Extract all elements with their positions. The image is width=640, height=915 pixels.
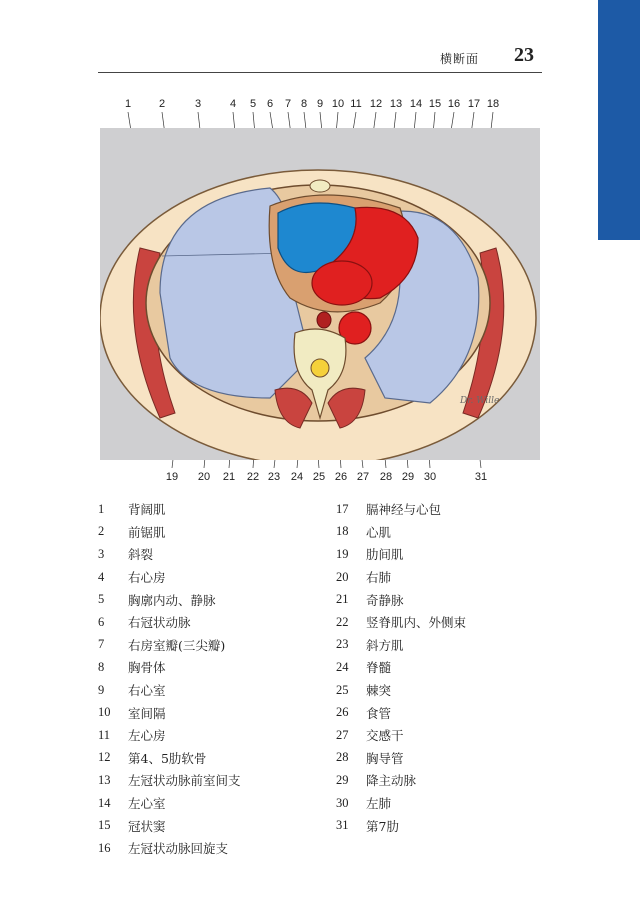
legend-number: 27 [336,727,349,742]
legend-number: 30 [336,795,349,810]
thorax-illustration [100,128,540,460]
legend-item [98,634,241,657]
legend-label: 胸廓内动、静脉 [128,592,216,608]
legend-label: 降主动脉 [366,773,417,789]
legend-label: 斜裂 [128,547,154,563]
bottom-label-21: 21 [222,471,236,483]
legend-label: 斜方肌 [366,637,404,653]
legend-label: 左肺 [366,796,392,812]
legend-item [336,701,466,724]
legend-item [336,634,466,657]
legend-number: 25 [336,682,349,697]
top-label-5: 5 [249,98,257,110]
legend-item [98,724,241,747]
spinal-cord [311,359,329,377]
legend-number: 1 [98,501,105,516]
top-label-10: 10 [331,98,345,110]
legend-number: 10 [98,705,111,720]
top-label-16: 16 [447,98,461,110]
legend-number: 11 [98,727,111,742]
page-number: 23 [514,44,534,66]
legend-label: 奇静脉 [366,592,404,608]
legend-label: 第7肋 [366,818,399,834]
legend-item [98,521,241,544]
legend-item [336,679,466,702]
legend-label: 右心室 [128,683,166,699]
legend-number: 29 [336,772,349,787]
legend-number: 14 [98,795,111,810]
legend-label: 右肺 [366,570,392,586]
legend-number: 3 [98,546,105,561]
legend-number: 28 [336,750,349,765]
legend-item [336,747,466,770]
top-label-11: 11 [350,98,362,110]
legend-item [98,814,241,837]
legend-left-column [98,498,241,860]
top-label-2: 2 [158,98,166,110]
legend-number: 26 [336,705,349,720]
legend-item [336,656,466,679]
legend-number: 12 [98,750,111,765]
top-label-12: 12 [369,98,383,110]
legend-number: 2 [98,524,105,539]
legend-number: 4 [98,569,105,584]
top-label-9: 9 [316,98,324,110]
bottom-label-31: 31 [474,471,488,483]
top-label-8: 8 [300,98,308,110]
bottom-label-24: 24 [290,471,304,483]
legend-item [98,701,241,724]
legend-label: 心肌 [366,524,392,540]
legend-number: 15 [98,818,111,833]
legend-number: 8 [98,659,105,674]
legend-number: 17 [336,501,349,516]
top-label-13: 13 [389,98,403,110]
legend-label: 棘突 [366,683,392,699]
legend-number: 9 [98,682,105,697]
legend-item [336,588,466,611]
legend-label: 胸骨体 [128,660,166,676]
legend-item [98,747,241,770]
top-label-14: 14 [409,98,423,110]
left-atrium [312,261,372,305]
legend-label: 冠状窦 [128,818,166,834]
legend-label: 膈神经与心包 [366,502,442,518]
section-title: 横断面 [440,52,480,66]
legend-label: 肋间肌 [366,547,404,563]
legend-number: 5 [98,592,105,607]
legend-number: 23 [336,637,349,652]
legend-label: 前锯肌 [128,524,166,540]
legend-label: 左心房 [128,728,166,744]
bottom-label-30: 30 [423,471,437,483]
legend-label: 右心房 [128,570,166,586]
artist-signature: Dr. Wille [460,396,500,406]
legend-item [336,724,466,747]
legend-label: 脊髓 [366,660,392,676]
legend-number: 20 [336,569,349,584]
legend-item [98,679,241,702]
legend-item [336,566,466,589]
legend-number: 13 [98,772,111,787]
legend-number: 6 [98,614,105,629]
legend-item [336,543,466,566]
bottom-label-25: 25 [312,471,326,483]
legend-item [98,543,241,566]
legend-item [98,837,241,860]
legend-label: 竖脊肌内、外侧束 [366,615,467,631]
legend-label: 胸导管 [366,750,404,766]
legend-number: 7 [98,637,105,652]
legend-item [98,566,241,589]
legend-item [98,498,241,521]
top-label-18: 18 [486,98,500,110]
legend-number: 31 [336,818,349,833]
bottom-label-26: 26 [334,471,348,483]
bottom-label-20: 20 [197,471,211,483]
legend-label: 右房室瓣(三尖瓣) [128,637,226,653]
bottom-label-23: 23 [267,471,281,483]
legend-item [336,611,466,634]
bottom-label-22: 22 [246,471,260,483]
legend-item [336,769,466,792]
bottom-label-27: 27 [356,471,370,483]
legend-label: 左心室 [128,796,166,812]
legend-number: 22 [336,614,349,629]
legend-item [98,588,241,611]
legend-label: 右冠状动脉 [128,615,191,631]
legend-item [336,498,466,521]
legend-item [98,792,241,815]
legend-right-column [336,498,466,837]
legend-label: 室间隔 [128,705,166,721]
legend-number: 21 [336,592,349,607]
cross-section-figure [100,128,540,460]
legend-item [336,521,466,544]
legend-label: 左冠状动脉前室间支 [128,773,241,789]
top-label-15: 15 [428,98,442,110]
legend-number: 19 [336,546,349,561]
legend-item [336,814,466,837]
legend-number: 24 [336,659,349,674]
bottom-label-19: 19 [165,471,179,483]
top-label-7: 7 [284,98,292,110]
top-label-3: 3 [194,98,202,110]
bottom-label-28: 28 [379,471,393,483]
bottom-label-29: 29 [401,471,415,483]
legend-number: 18 [336,524,349,539]
legend-label: 左冠状动脉回旋支 [128,841,229,857]
top-label-17: 17 [467,98,481,110]
legend-number: 16 [98,840,111,855]
top-label-6: 6 [266,98,274,110]
legend-item [336,792,466,815]
legend-label: 背阔肌 [128,502,166,518]
top-label-1: 1 [124,98,132,110]
legend-label: 食管 [366,705,392,721]
legend-item [98,611,241,634]
legend-item [98,656,241,679]
legend-label: 第4、5肋软骨 [128,750,207,766]
legend-label: 交感干 [366,728,404,744]
legend-item [98,769,241,792]
top-label-4: 4 [229,98,237,110]
